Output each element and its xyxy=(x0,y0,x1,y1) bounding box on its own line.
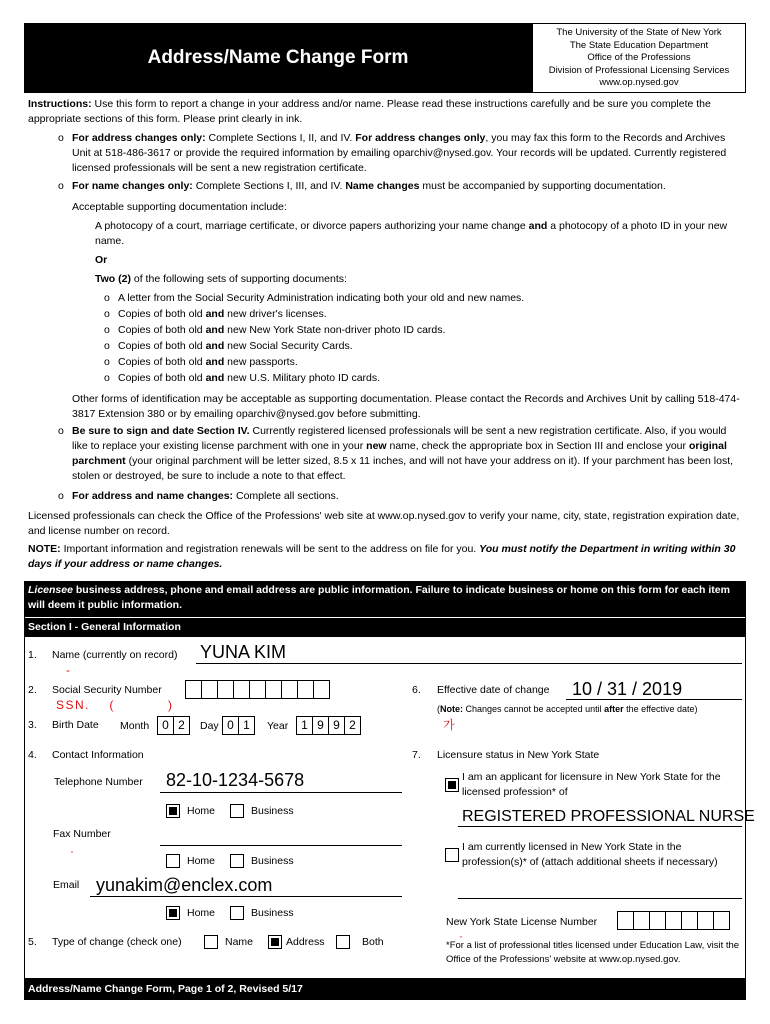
month-label: Month xyxy=(120,720,150,732)
applicant-text: I am an applicant for licensure in New York State for the licensed profession* of xyxy=(462,771,721,798)
list-item: o Copies of both old and new Social Security Cards. xyxy=(104,340,353,352)
telephone-label: Telephone Number xyxy=(54,776,143,788)
q2-number: 2. xyxy=(28,684,37,696)
digit: 9 xyxy=(328,716,345,735)
red-dot: · xyxy=(70,844,74,858)
telephone-field[interactable]: 82-10-1234-5678 xyxy=(166,770,305,790)
change-address-checkbox[interactable] xyxy=(268,935,282,949)
email-field[interactable]: yunakim@enclex.com xyxy=(96,875,273,895)
photocopy-text: A photocopy of a court, marriage certificate, or divorce papers authorizing your name change and a photocopy of a photo ID in your new name. xyxy=(95,220,728,247)
q7-label: Licensure status in New York State xyxy=(437,749,600,761)
or-label: Or xyxy=(95,254,108,266)
bullet-sign-date: o Be sure to sign and date Section IV. Currently registered licensed professionals will be sent a new registration certificate. Also, if you would like to replace your existing license parchment with one in your new name, check the appropriate box in Section III and enclose your original parchment (your original parchment will be letter sized, 8.5 x 11 inches, and will not have your address on it). If your parchment has been lost, stolen or destroyed, be sure to include a note to that effect. xyxy=(58,425,734,482)
footnote: *For a list of professional titles licensed under Education Law, visit the Office of the Professions' website at www.op.nysed.gov. xyxy=(446,940,740,965)
effective-date-field[interactable]: 10 / 31 / 2019 xyxy=(572,679,683,699)
license-number-field[interactable] xyxy=(617,911,729,930)
profession-underline xyxy=(458,826,742,827)
q5-label: Type of change (check one) xyxy=(52,936,182,948)
digit: 1 xyxy=(296,716,313,735)
applicant-checkbox[interactable] xyxy=(445,778,459,792)
list-item: o Copies of both old and new driver's licenses. xyxy=(104,308,327,320)
name-field[interactable]: YUNA KIM xyxy=(200,642,287,662)
licensed-underline xyxy=(458,898,742,899)
q3-label: Birth Date xyxy=(52,719,99,731)
option-name-label: Name xyxy=(225,936,254,948)
bullet-name-only: o For name changes only: Complete Sections I, III, and IV. Name changes must be accompanied by supporting documentation. xyxy=(58,180,666,192)
q1-label: Name (currently on record) xyxy=(52,649,178,661)
ssn-annotation: SSN. ( ) xyxy=(56,698,174,712)
note-text: NOTE: Important information and registration renewals will be sent to the address on file for you. You must notify the Department in writing within 30 days if your address or name changes. xyxy=(28,543,736,570)
tel-business-checkbox[interactable] xyxy=(230,804,244,818)
digit: 2 xyxy=(344,716,361,735)
business-label: Business xyxy=(251,855,294,867)
home-label: Home xyxy=(187,805,216,817)
digit: 2 xyxy=(173,716,190,735)
q4-number: 4. xyxy=(28,749,37,761)
q4-label: Contact Information xyxy=(52,749,144,761)
home-label: Home xyxy=(187,855,216,867)
tel-home-checkbox[interactable] xyxy=(166,804,180,818)
digit: 1 xyxy=(238,716,255,735)
check-website: Licensed professionals can check the Office of the Professions' web site at www.op.nysed.gov to verify your name, city, state, registration expiration date, and license number on record. xyxy=(28,510,740,537)
digit: 0 xyxy=(222,716,239,735)
licensed-text: I am currently licensed in New York State in the profession(s)* of (attach additional sheets if necessary) xyxy=(462,841,718,868)
digit: 9 xyxy=(312,716,329,735)
q2-label: Social Security Number xyxy=(52,684,162,696)
home-label: Home xyxy=(187,907,216,919)
header-bar xyxy=(24,23,532,93)
org-line: Office of the Professions xyxy=(587,52,691,63)
ssn-field[interactable] xyxy=(185,680,329,699)
q7-number: 7. xyxy=(412,749,421,761)
list-item: o A letter from the Social Security Administration indicating both your old and new names. xyxy=(104,292,525,304)
name-underline xyxy=(196,663,742,664)
other-forms: Other forms of identification may be acceptable as supporting documentation. Please contact the Records and Archives Unit by calling 518-474-3817 Extension 380 or by emailing oparchiv@nysed.gov before submitting. xyxy=(72,393,740,420)
email-underline xyxy=(90,896,402,897)
option-both-label: Both xyxy=(362,936,384,948)
digit: 0 xyxy=(157,716,174,735)
instructions xyxy=(28,97,744,572)
org-line: Division of Professional Licensing Services xyxy=(548,64,730,76)
org-box xyxy=(532,23,746,93)
q6-number: 6. xyxy=(412,684,421,696)
change-name-checkbox[interactable] xyxy=(204,935,218,949)
effective-date-underline xyxy=(566,699,742,700)
footer-text: Address/Name Change Form, Page 1 of 2, Revised 5/17 xyxy=(28,983,303,995)
license-number-label: New York State License Number xyxy=(446,916,598,928)
bullet-address-name: o For address and name changes: Complete all sections. xyxy=(58,490,339,502)
profession-field[interactable]: REGISTERED PROFESSIONAL NURSE xyxy=(462,808,755,825)
option-address-label: Address xyxy=(286,936,325,948)
change-both-checkbox[interactable] xyxy=(336,935,350,949)
email-business-checkbox[interactable] xyxy=(230,906,244,920)
year-label: Year xyxy=(267,720,289,732)
licensed-checkbox[interactable] xyxy=(445,848,459,862)
business-label: Business xyxy=(251,907,294,919)
q3-number: 3. xyxy=(28,719,37,731)
red-dot: · xyxy=(459,929,463,943)
fax-home-checkbox[interactable] xyxy=(166,854,180,868)
fax-label: Fax Number xyxy=(53,828,111,840)
form-title: Address/Name Change Form xyxy=(147,47,409,68)
email-label: Email xyxy=(53,879,80,891)
effective-date-note: (Note: Changes cannot be accepted until after the effective date) xyxy=(437,704,698,714)
day-label: Day xyxy=(200,720,219,732)
day-field[interactable] xyxy=(222,716,254,735)
fax-underline xyxy=(160,845,402,846)
two-sets: Two (2) of the following sets of supporting documents: xyxy=(95,273,347,285)
year-field[interactable] xyxy=(296,716,360,735)
footer-bar xyxy=(24,978,746,1000)
list-item: o Copies of both old and new passports. xyxy=(104,356,298,368)
month-field[interactable] xyxy=(157,716,189,735)
business-label: Business xyxy=(251,805,294,817)
acceptable-docs: Acceptable supporting documentation include: xyxy=(72,201,287,213)
q1-number: 1. xyxy=(28,649,37,661)
public-notice-bar: Licensee business address, phone and email address are public information. Failure to indicate business or home on this form for each item will deem it public information. xyxy=(24,581,746,617)
list-item: o Copies of both old and new U.S. Military photo ID cards. xyxy=(104,372,381,384)
red-mark: - xyxy=(66,663,70,677)
section-1-bar xyxy=(24,618,746,637)
email-home-checkbox[interactable] xyxy=(166,906,180,920)
q6-label: Effective date of change xyxy=(437,684,550,696)
org-line: www.op.nysed.gov xyxy=(599,77,679,88)
fax-business-checkbox[interactable] xyxy=(230,854,244,868)
bullet-address-only: o For address changes only: Complete Sections I, II, and IV. For address changes only, you may fax this form to the Records and Archives Unit at 518-486-3617 or provide the required information by emailing oparchiv@nysed.gov. Your records will be updated. Currently registered licensed professionals will be sent a new registration certificate. xyxy=(58,132,727,174)
q5-number: 5. xyxy=(28,936,37,948)
list-item: o Copies of both old and new New York State non-driver photo ID cards. xyxy=(104,324,446,336)
org-line: The State Education Department xyxy=(569,39,709,51)
docs-list xyxy=(104,291,744,387)
korean-mark: 가 xyxy=(443,718,455,732)
telephone-underline xyxy=(160,792,402,793)
section-1-title: Section I - General Information xyxy=(28,621,181,633)
instructions-intro: Instructions: Use this form to report a change in your address and/or name. Please read these instructions carefully and be sure you complete the appropriate sections of this form. Please print clearly in ink. xyxy=(28,98,711,125)
org-line: The University of the State of New York xyxy=(556,27,722,38)
